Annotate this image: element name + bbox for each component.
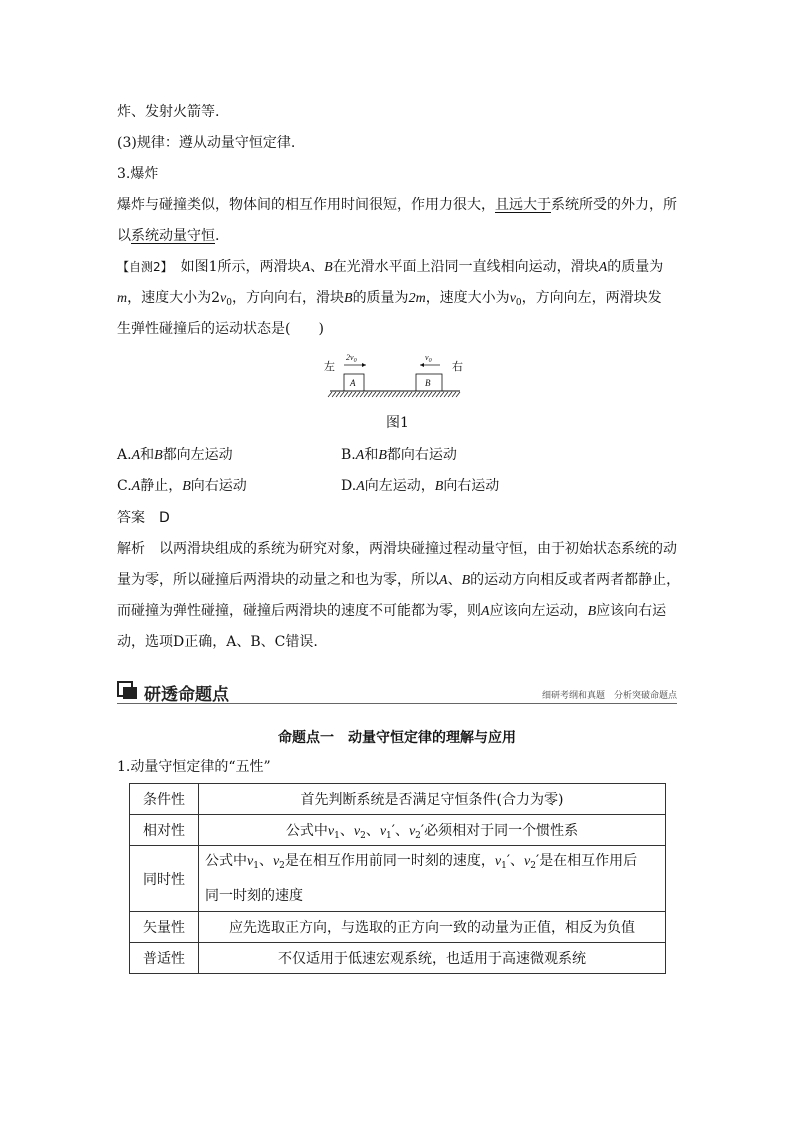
row-key: 相对性 [130, 815, 199, 846]
heading-explosion: 3.爆炸 [117, 166, 159, 182]
question-line-1: 【自测2】 如图1所示，两滑块A、B在光滑水平面上沿同一直线相向运动，滑块A的质量为 [117, 259, 664, 275]
hatch-line [368, 392, 372, 397]
section-rule [117, 703, 677, 704]
question-line-2: m，速度大小为$2v_0$，方向向右，滑块B的质量为2m，速度大小为$v_0$，方向向左，两滑块发 [117, 290, 662, 308]
answer-label: 答案 [117, 510, 145, 526]
hatch-line [360, 392, 364, 397]
velocity-a-arrowhead [362, 363, 366, 367]
block-a-label: A [350, 378, 356, 388]
section-header [117, 678, 677, 704]
table-row [130, 784, 666, 815]
analysis-line-2: 量为零，所以碰撞后两滑块的动量之和也为零，所以A、B的运动方向相反或者两者都静止， [117, 572, 681, 588]
hatch-line [396, 392, 400, 397]
intro-line-1: 炸、发射火箭等. [117, 104, 220, 120]
hatch-line [340, 392, 344, 397]
analysis-line-4: 动，选项D正确，A、B、C错误. [117, 634, 318, 650]
hatch-line [352, 392, 356, 397]
table-row [130, 943, 666, 974]
hatch-line [416, 392, 420, 397]
table-row [130, 815, 666, 846]
hatch-line [392, 392, 396, 397]
explosion-paragraph-2: 以系统动量守恒. [117, 228, 220, 244]
hatch-line [364, 392, 368, 397]
hatch-line [384, 392, 388, 397]
hatch-line [376, 392, 380, 397]
hatch-line [444, 392, 448, 397]
hatch-line [388, 392, 392, 397]
table-row [130, 846, 666, 912]
ground-hatching [328, 392, 460, 397]
hatch-line [456, 392, 460, 397]
analysis-label: 解析 [117, 541, 145, 557]
velocity-b-label: $v_0$ [425, 353, 432, 364]
option-a: A.A和B都向左运动 [117, 447, 233, 463]
row-value: 不仅适用于低速宏观系统，也适用于高速微观系统 [199, 943, 666, 974]
answer-line [117, 508, 170, 528]
row-value: 首先判断系统是否满足守恒条件(合力为零) [199, 784, 666, 815]
hatch-line [428, 392, 432, 397]
analysis-line-3: 而碰撞为弹性碰撞，碰撞后两滑块的速度不可能都为零，则A应该向左运动，B应该向右运 [117, 603, 667, 619]
hatch-line [440, 392, 444, 397]
hatch-line [348, 392, 352, 397]
option-b: B.A和B都向右运动 [341, 447, 457, 463]
hatch-line [420, 392, 424, 397]
section-subtitle: 细研考纲和真题 分析突破命题点 [541, 691, 677, 701]
right-label: 右 [452, 360, 463, 373]
row-key: 普适性 [130, 943, 199, 974]
hatch-line [448, 392, 452, 397]
hatch-line [356, 392, 360, 397]
left-label: 左 [324, 360, 335, 373]
option-d: D.A向左运动，B向右运动 [341, 478, 500, 494]
hatch-line [408, 392, 412, 397]
list-heading: 1.动量守恒定律的“五性” [117, 759, 271, 775]
topic-title: 命题点一 动量守恒定律的理解与应用 [278, 730, 516, 746]
figure-sliding-blocks [320, 350, 468, 410]
question-line-3: 生弹性碰撞后的运动状态是( ) [117, 321, 324, 337]
row-value: 应先选取正方向，与选取的正方向一致的动量为正值，相反为负值 [199, 912, 666, 943]
hatch-line [400, 392, 404, 397]
five-properties-table [129, 783, 666, 974]
underlined-momentum-conserved: 系统动量守恒 [131, 228, 215, 244]
hatch-line [332, 392, 336, 397]
section-title: 研透命题点 [144, 685, 229, 705]
table-row [130, 912, 666, 943]
hatch-line [452, 392, 456, 397]
underlined-far-greater: 且远大于 [495, 197, 551, 213]
row-key: 矢量性 [130, 912, 199, 943]
velocity-b-arrowhead [420, 363, 424, 367]
hatch-line [424, 392, 428, 397]
analysis-line-1: 解析 以两滑块组成的系统为研究对象，两滑块碰撞过程动量守恒，由于初始状态系统的动 [117, 541, 677, 557]
row-value: 公式中$v_1$、$v_2$是在相互作用前同一时刻的速度，$v_1'$、$v_2'$是在相互作用后 同一时刻的速度 [199, 846, 666, 912]
intro-line-2: (3)规律：遵从动量守恒定律. [117, 135, 296, 151]
hatch-line [328, 392, 332, 397]
hatch-line [336, 392, 340, 397]
row-key: 条件性 [130, 784, 199, 815]
velocity-a-label: $2v_0$ [346, 353, 357, 364]
hatch-line [380, 392, 384, 397]
row-key: 同时性 [130, 846, 199, 912]
explosion-paragraph-1: 爆炸与碰撞类似，物体间的相互作用时间很短，作用力很大，且远大于系统所受的外力，所 [117, 197, 677, 213]
hatch-line [436, 392, 440, 397]
question-tag: 【自测2】 [117, 260, 167, 274]
hatch-line [372, 392, 376, 397]
section-icon [117, 681, 139, 701]
figure-drawing [320, 350, 468, 410]
hatch-line [412, 392, 416, 397]
figure-caption: 图1 [386, 415, 409, 431]
hatch-line [404, 392, 408, 397]
block-b-label: B [425, 378, 431, 388]
hatch-line [432, 392, 436, 397]
row-value: 公式中$v_1$、$v_2$、$v_1'$、$v_2'$必须相对于同一个惯性系 [199, 815, 666, 846]
hatch-line [344, 392, 348, 397]
option-c: C.A静止，B向右运动 [117, 478, 247, 494]
answer-value: D [159, 510, 170, 526]
